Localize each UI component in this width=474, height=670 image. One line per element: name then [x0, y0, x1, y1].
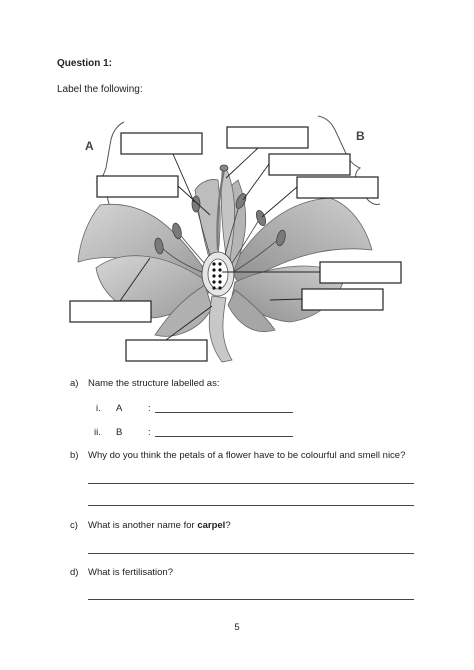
- answer-line-b-2[interactable]: [88, 505, 414, 506]
- question-b-prefix: b): [70, 450, 79, 461]
- question-a-prefix: a): [70, 378, 79, 389]
- item-i-letter: A: [116, 403, 123, 414]
- label-box-3[interactable]: [269, 154, 350, 175]
- answer-line-a-i[interactable]: [155, 412, 293, 413]
- label-b: B: [356, 129, 365, 143]
- label-box-2[interactable]: [227, 127, 308, 148]
- item-ii-numeral: ii.: [94, 427, 101, 438]
- question-c-prefix: c): [70, 520, 78, 531]
- label-a: A: [85, 139, 94, 153]
- question-c-bold-word: carpel: [197, 520, 226, 531]
- answer-line-b-1[interactable]: [88, 483, 414, 484]
- label-box-8[interactable]: [70, 301, 151, 322]
- page-number: 5: [234, 622, 240, 633]
- label-box-1[interactable]: [121, 133, 202, 154]
- question-c-text-after: ?: [225, 520, 231, 531]
- item-i-numeral: i.: [96, 403, 101, 414]
- item-ii-colon: :: [148, 427, 151, 438]
- label-box-9[interactable]: [126, 340, 207, 361]
- question-d-prefix: d): [70, 567, 79, 578]
- question-a-text: Name the structure labelled as:: [88, 378, 220, 389]
- answer-line-d[interactable]: [88, 599, 414, 600]
- question-b-text: Why do you think the petals of a flower have to be colourful and smell nice?: [88, 450, 406, 461]
- question-c-text-before: What is another name for: [88, 520, 198, 531]
- answer-line-a-ii[interactable]: [155, 436, 293, 437]
- answer-line-c[interactable]: [88, 553, 414, 554]
- label-box-4[interactable]: [97, 176, 178, 197]
- instruction-text: Label the following:: [57, 84, 143, 95]
- question-c-text: [88, 520, 231, 531]
- label-box-5[interactable]: [297, 177, 378, 198]
- question-d-text: What is fertilisation?: [88, 567, 174, 578]
- item-ii-letter: B: [116, 427, 123, 438]
- question-title: Question 1:: [57, 58, 113, 69]
- label-box-7[interactable]: [302, 289, 383, 310]
- item-i-colon: :: [148, 403, 151, 414]
- label-box-6[interactable]: [320, 262, 401, 283]
